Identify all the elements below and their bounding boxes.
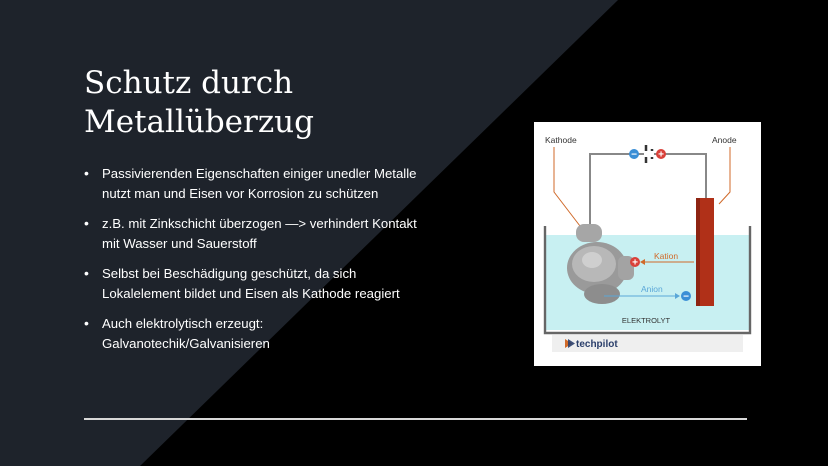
bullet-item: • Passivierenden Eigenschaften einiger unedler Metalle nutzt man und Eisen vor Korrosion zu schützen — [84, 164, 424, 203]
bullet-item: • Auch elektrolytisch erzeugt: Galvanotechik/Galvanisieren — [84, 314, 424, 353]
anode-label: Anode — [712, 135, 737, 145]
anode-rod-shadow — [696, 198, 700, 306]
galvanizing-diagram-svg — [534, 122, 761, 366]
kathode-label: Kathode — [545, 135, 577, 145]
anion-label: Anion — [641, 284, 663, 294]
bottom-divider — [84, 418, 747, 420]
slide-title-line-2: Metallüberzug — [84, 104, 314, 140]
slide-title — [84, 64, 464, 142]
anion-minus-sign: − — [683, 291, 689, 303]
minus-sign: − — [631, 149, 637, 161]
elektrolyt-label: ELEKTROLYT — [621, 316, 671, 325]
bullet-item: • Selbst bei Beschädigung geschützt, da sich Lokalelement bildet und Eisen als Kathode reagiert — [84, 264, 424, 303]
brand-label: techpilot — [576, 339, 618, 350]
kation-label: Kation — [654, 251, 679, 261]
kathode-leader-line — [554, 147, 580, 226]
kation-plus-sign: + — [632, 257, 638, 269]
anode-leader-line — [719, 147, 730, 204]
slide-title-line-1: Schutz durch — [84, 65, 294, 101]
plus-sign: + — [658, 149, 664, 161]
circuit-wire — [590, 154, 706, 230]
bullet-list — [84, 164, 424, 364]
bullet-item: • z.B. mit Zinkschicht überzogen —> verhindert Kontakt mit Wasser und Sauerstoff — [84, 214, 424, 253]
galvanizing-diagram — [534, 122, 761, 366]
